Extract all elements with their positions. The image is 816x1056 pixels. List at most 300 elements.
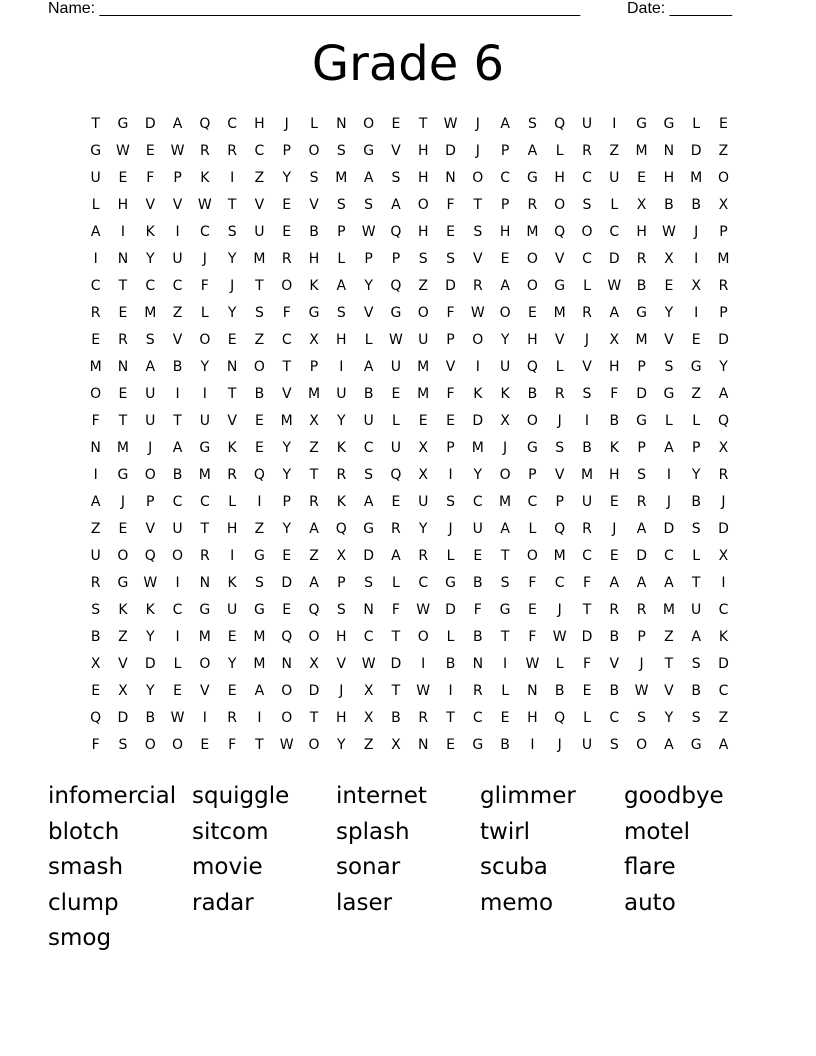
grid-letter: O: [499, 467, 511, 483]
grid-letter: L: [692, 116, 701, 132]
grid-letter: O: [308, 629, 320, 645]
grid-letter: Q: [390, 278, 402, 294]
grid-letter: E: [282, 224, 292, 240]
grid-letter: Y: [282, 170, 291, 186]
grid-letter: T: [391, 683, 401, 699]
grid-letter: U: [363, 413, 374, 429]
grid-letter: Q: [554, 224, 566, 240]
grid-letter: A: [363, 170, 374, 186]
grid-letter: H: [254, 116, 265, 132]
grid-letter: K: [309, 278, 319, 294]
grid-letter: J: [694, 224, 699, 240]
grid-letter: F: [391, 602, 400, 618]
grid-letter: X: [309, 413, 319, 429]
grid-letter: I: [175, 224, 180, 240]
grid-letter: J: [202, 251, 207, 267]
grid-letter: E: [118, 305, 128, 321]
grid-letter: E: [227, 629, 237, 645]
grid-row: [82, 678, 742, 705]
grid-letter: R: [718, 467, 729, 483]
grid-letter: U: [390, 359, 402, 375]
grid-letter: B: [527, 386, 538, 402]
grid-letter: T: [309, 710, 319, 726]
grid-letter: A: [90, 494, 101, 510]
grid-letter: A: [636, 521, 647, 537]
grid-letter: D: [281, 575, 293, 591]
grid-letter: P: [282, 143, 291, 159]
grid-letter: C: [582, 251, 592, 267]
grid-letter: P: [637, 359, 646, 375]
grid-letter: Q: [335, 521, 347, 537]
grid-letter: M: [116, 440, 129, 456]
grid-letter: R: [309, 494, 319, 510]
grid-letter: K: [336, 440, 346, 456]
grid-letter: B: [254, 386, 265, 402]
grid-letter: E: [91, 683, 101, 699]
grid-letter: M: [89, 359, 102, 375]
grid-letter: W: [416, 683, 431, 699]
grid-letter: F: [446, 386, 455, 402]
grid-letter: N: [199, 575, 211, 591]
grid-letter: E: [609, 494, 619, 510]
grid-letter: N: [117, 251, 129, 267]
grid-letter: A: [391, 548, 401, 564]
word-list-item: twirl: [480, 818, 531, 845]
grid-letter: E: [691, 332, 701, 348]
grid-letter: I: [257, 494, 262, 510]
grid-letter: K: [336, 494, 346, 510]
grid-letter: F: [446, 197, 455, 213]
word-list-item: internet: [336, 783, 427, 809]
grid-letter: T: [446, 710, 455, 726]
grid-letter: E: [282, 548, 292, 564]
grid-letter: L: [392, 575, 400, 591]
grid-letter: S: [336, 197, 346, 213]
grid-letter: P: [637, 629, 646, 645]
grid-letter: L: [310, 116, 318, 132]
grid-letter: X: [691, 278, 701, 294]
grid-letter: T: [418, 116, 428, 132]
grid-letter: C: [609, 710, 620, 726]
grid-letter: E: [637, 170, 647, 186]
word-list-item: splash: [336, 818, 410, 845]
grid-letter: Q: [526, 359, 538, 375]
grid-letter: U: [581, 494, 593, 510]
grid-letter: T: [500, 548, 510, 564]
grid-letter: H: [417, 170, 429, 186]
grid-letter: G: [663, 116, 675, 132]
grid-letter: F: [582, 656, 592, 672]
grid-letter: G: [117, 467, 129, 483]
grid-letter: W: [197, 197, 212, 213]
grid-letter: T: [255, 278, 264, 294]
grid-letter: U: [418, 332, 429, 348]
grid-letter: Y: [145, 683, 155, 699]
grid-letter: R: [227, 467, 237, 483]
word-list-item: clump: [48, 889, 119, 916]
grid-letter: M: [335, 170, 348, 186]
grid-letter: C: [172, 494, 183, 510]
grid-letter: A: [172, 116, 183, 132]
grid-letter: P: [719, 305, 728, 321]
grid-letter: O: [172, 548, 184, 564]
grid-letter: W: [607, 278, 622, 294]
grid-letter: C: [227, 116, 238, 132]
grid-letter: L: [337, 251, 346, 267]
grid-letter: U: [609, 170, 620, 186]
grid-letter: Z: [90, 521, 101, 537]
grid-letter: O: [417, 629, 429, 645]
grid-letter: D: [581, 629, 593, 645]
grid-letter: B: [309, 224, 319, 240]
grid-letter: H: [527, 332, 538, 348]
grid-letter: C: [718, 683, 729, 699]
grid-row: [82, 705, 742, 732]
grid-letter: P: [309, 359, 319, 375]
grid-letter: V: [473, 251, 483, 267]
grid-letter: F: [91, 737, 100, 753]
grid-letter: C: [199, 494, 210, 510]
grid-letter: S: [227, 224, 237, 240]
grid-letter: N: [363, 602, 374, 618]
grid-letter: T: [91, 116, 100, 132]
grid-row: [82, 111, 742, 138]
grid-letter: S: [691, 710, 701, 726]
grid-letter: R: [718, 278, 729, 294]
grid-letter: S: [609, 737, 619, 753]
grid-letter: W: [116, 143, 130, 159]
grid-letter: O: [308, 143, 320, 159]
grid-letter: N: [445, 170, 456, 186]
grid-letter: V: [281, 386, 292, 402]
grid-letter: E: [227, 332, 237, 348]
grid-letter: G: [199, 602, 211, 618]
grid-letter: I: [175, 386, 180, 402]
grid-letter: Z: [254, 521, 265, 537]
grid-letter: L: [555, 143, 564, 159]
grid-letter: B: [636, 278, 647, 294]
grid-letter: S: [364, 467, 374, 483]
grid-letter: O: [581, 224, 593, 240]
grid-letter: O: [199, 656, 211, 672]
grid-letter: R: [472, 278, 483, 294]
grid-letter: L: [228, 494, 237, 510]
grid-letter: C: [90, 278, 101, 294]
grid-letter: R: [227, 143, 237, 159]
grid-letter: R: [554, 386, 565, 402]
grid-letter: C: [281, 332, 292, 348]
grid-letter: E: [200, 737, 210, 753]
grid-letter: G: [554, 278, 566, 294]
grid-letter: J: [639, 656, 644, 672]
grid-letter: K: [609, 440, 619, 456]
grid-letter: C: [663, 548, 674, 564]
grid-letter: S: [446, 494, 455, 510]
grid-letter: S: [582, 386, 592, 402]
grid-letter: O: [90, 386, 102, 402]
grid-letter: N: [663, 143, 675, 159]
grid-letter: A: [363, 359, 374, 375]
grid-letter: S: [118, 737, 128, 753]
grid-letter: R: [418, 710, 429, 726]
grid-letter: X: [363, 710, 374, 726]
grid-letter: W: [279, 737, 294, 753]
grid-letter: I: [175, 629, 180, 645]
grid-letter: R: [609, 602, 620, 618]
grid-letter: B: [363, 386, 374, 402]
grid-letter: A: [309, 521, 319, 537]
grid-letter: X: [309, 332, 319, 348]
grid-letter: T: [118, 413, 128, 429]
grid-letter: F: [582, 575, 592, 591]
grid-letter: U: [499, 359, 511, 375]
grid-letter: B: [582, 440, 592, 456]
grid-letter: P: [719, 224, 728, 240]
grid-letter: M: [471, 440, 484, 456]
grid-letter: R: [227, 710, 237, 726]
grid-row: [82, 246, 742, 273]
grid-letter: P: [337, 575, 346, 591]
grid-letter: U: [172, 521, 183, 537]
grid-row: [82, 165, 742, 192]
grid-letter: L: [583, 710, 591, 726]
grid-letter: Y: [282, 467, 291, 483]
grid-letter: A: [609, 575, 620, 591]
grid-letter: R: [118, 332, 128, 348]
grid-row: [82, 570, 742, 597]
grid-letter: T: [473, 197, 483, 213]
grid-letter: D: [608, 251, 620, 267]
grid-letter: R: [418, 548, 429, 564]
grid-letter: A: [527, 143, 538, 159]
grid-letter: J: [148, 440, 153, 456]
grid-letter: E: [391, 116, 401, 132]
grid-letter: O: [363, 116, 375, 132]
grid-letter: L: [583, 278, 591, 294]
grid-letter: V: [200, 683, 210, 699]
grid-letter: I: [120, 224, 126, 240]
grid-letter: C: [718, 602, 729, 618]
grid-letter: U: [145, 413, 156, 429]
grid-letter: Q: [90, 710, 102, 726]
word-list-item: infomercial: [48, 783, 177, 809]
grid-letter: P: [446, 440, 455, 456]
grid-letter: J: [666, 494, 671, 510]
grid-letter: V: [118, 656, 128, 672]
grid-letter: L: [200, 305, 209, 321]
grid-letter: A: [664, 440, 674, 456]
grid-letter: V: [145, 521, 156, 537]
grid-letter: E: [118, 521, 128, 537]
grid-letter: X: [500, 413, 510, 429]
grid-letter: N: [281, 656, 292, 672]
grid-letter: N: [336, 116, 347, 132]
grid-letter: M: [198, 629, 211, 645]
grid-letter: R: [199, 143, 210, 159]
grid-letter: Y: [282, 440, 291, 456]
grid-letter: V: [664, 683, 674, 699]
grid-letter: Y: [664, 305, 674, 321]
grid-letter: B: [609, 683, 620, 699]
grid-row: [82, 273, 742, 300]
grid-letter: I: [93, 467, 98, 483]
word-list-item: goodbye: [624, 783, 724, 809]
grid-letter: P: [337, 224, 346, 240]
grid-letter: E: [391, 386, 401, 402]
grid-letter: H: [308, 251, 320, 267]
grid-letter: E: [527, 602, 537, 618]
grid-letter: S: [145, 332, 155, 348]
grid-letter: C: [363, 440, 374, 456]
grid-letter: R: [199, 548, 210, 564]
grid-letter: P: [691, 440, 701, 456]
grid-letter: Y: [418, 521, 428, 537]
grid-letter: V: [391, 143, 401, 159]
grid-letter: G: [526, 170, 538, 186]
grid-letter: Y: [337, 737, 346, 753]
grid-letter: V: [554, 467, 565, 483]
grid-letter: F: [282, 305, 291, 321]
grid-letter: U: [581, 737, 593, 753]
grid-letter: E: [664, 278, 674, 294]
grid-letter: G: [636, 413, 648, 429]
grid-letter: P: [500, 197, 510, 213]
grid-letter: J: [557, 737, 562, 753]
grid-letter: B: [500, 737, 510, 753]
grid-letter: H: [117, 197, 129, 213]
grid-letter: Y: [719, 359, 728, 375]
grid-letter: U: [390, 440, 402, 456]
grid-letter: Y: [200, 359, 210, 375]
grid-letter: C: [418, 575, 429, 591]
grid-letter: A: [363, 494, 374, 510]
grid-letter: S: [364, 575, 374, 591]
grid-letter: E: [719, 116, 728, 132]
grid-letter: A: [336, 278, 347, 294]
grid-letter: E: [118, 386, 128, 402]
grid-letter: J: [612, 521, 617, 537]
grid-letter: H: [336, 710, 347, 726]
grid-letter: N: [117, 359, 129, 375]
grid-letter: H: [609, 359, 620, 375]
grid-letter: X: [90, 656, 101, 672]
grid-letter: V: [609, 656, 620, 672]
grid-letter: S: [637, 710, 647, 726]
grid-letter: X: [418, 440, 428, 456]
grid-letter: I: [339, 359, 344, 375]
grid-letter: R: [281, 251, 292, 267]
grid-row: [82, 408, 742, 435]
grid-letter: V: [172, 332, 183, 348]
grid-letter: E: [500, 710, 510, 726]
grid-letter: W: [525, 656, 540, 672]
grid-letter: T: [391, 629, 401, 645]
grid-letter: A: [609, 305, 620, 321]
grid-letter: V: [363, 305, 374, 321]
grid-letter: S: [473, 224, 483, 240]
grid-letter: C: [609, 224, 620, 240]
grid-letter: T: [173, 413, 182, 429]
grid-letter: Y: [227, 305, 237, 321]
grid-letter: G: [363, 143, 375, 159]
grid-letter: D: [390, 656, 402, 672]
grid-letter: B: [609, 413, 620, 429]
word-list-item: scuba: [480, 854, 548, 881]
grid-letter: D: [718, 521, 729, 537]
grid-letter: S: [418, 251, 428, 267]
grid-letter: O: [526, 251, 538, 267]
grid-letter: G: [117, 575, 129, 591]
grid-letter: W: [361, 656, 376, 672]
grid-letter: R: [636, 494, 647, 510]
grid-letter: X: [309, 656, 319, 672]
grid-letter: S: [254, 305, 264, 321]
grid-letter: S: [691, 521, 701, 537]
grid-letter: F: [528, 629, 537, 645]
grid-letter: R: [582, 521, 592, 537]
grid-letter: Z: [609, 143, 620, 159]
grid-letter: D: [636, 386, 647, 402]
grid-row: [82, 651, 742, 678]
grid-letter: Z: [363, 737, 374, 753]
grid-letter: G: [363, 521, 375, 537]
grid-letter: A: [718, 386, 729, 402]
grid-letter: A: [309, 575, 319, 591]
grid-letter: R: [636, 602, 647, 618]
grid-letter: I: [175, 575, 180, 591]
grid-letter: Z: [718, 143, 729, 159]
grid-letter: F: [446, 305, 455, 321]
page-title: Grade 6: [311, 36, 505, 92]
grid-letter: E: [446, 413, 455, 429]
grid-letter: S: [91, 602, 101, 618]
grid-letter: O: [117, 548, 129, 564]
grid-letter: M: [553, 305, 566, 321]
grid-letter: Q: [308, 602, 320, 618]
grid-letter: Z: [418, 278, 428, 294]
grid-letter: D: [308, 683, 320, 699]
grid-letter: W: [361, 224, 376, 240]
grid-letter: P: [446, 332, 455, 348]
grid-letter: B: [691, 197, 701, 213]
grid-letter: H: [527, 710, 538, 726]
grid-letter: M: [690, 170, 703, 186]
grid-letter: L: [692, 413, 701, 429]
grid-letter: H: [499, 224, 511, 240]
grid-letter: K: [118, 602, 128, 618]
grid-row: [82, 219, 742, 246]
grid-letter: C: [172, 278, 183, 294]
grid-letter: O: [172, 737, 184, 753]
grid-letter: D: [363, 548, 374, 564]
grid-letter: T: [118, 278, 128, 294]
grid-letter: I: [721, 575, 726, 591]
grid-letter: T: [255, 737, 264, 753]
grid-letter: A: [500, 521, 510, 537]
grid-letter: A: [664, 737, 674, 753]
grid-letter: M: [635, 143, 648, 159]
grid-letter: X: [636, 197, 647, 213]
grid-letter: L: [91, 197, 100, 213]
grid-letter: K: [200, 170, 210, 186]
grid-letter: W: [170, 710, 185, 726]
grid-letter: E: [527, 305, 537, 321]
grid-letter: N: [90, 440, 101, 456]
grid-letter: L: [446, 629, 455, 645]
grid-letter: E: [500, 251, 510, 267]
grid-letter: V: [582, 359, 592, 375]
grid-letter: P: [391, 251, 401, 267]
